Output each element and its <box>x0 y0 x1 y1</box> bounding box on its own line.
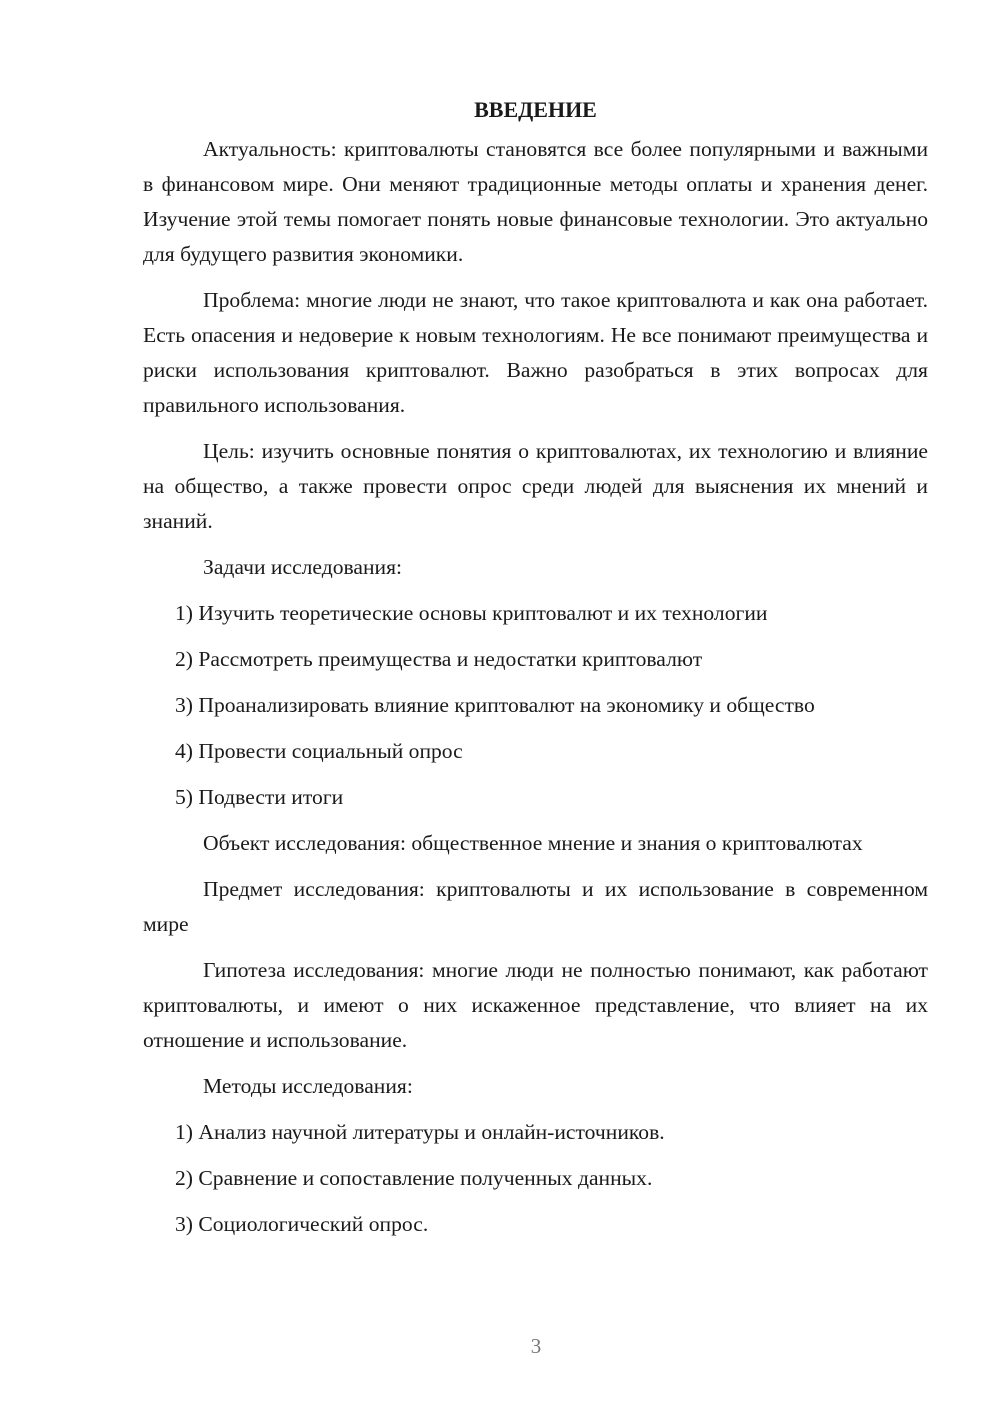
methods-heading: Методы исследования: <box>203 1074 413 1098</box>
document-title: ВВЕДЕНИЕ <box>474 97 597 122</box>
list-item: 1) Изучить теоретические основы криптовалют и их технологии <box>175 601 768 625</box>
relevance-paragraph: Актуальность: криптовалюты становятся все более популярными и важными в финансовом мире. Они меняют традиционные методы оплаты и хранения денег. Изучение этой темы помогает понять новые финансовые технологии. Это актуально для будущего развития экономики. <box>143 137 928 266</box>
subject-paragraph: Предмет исследования: криптовалюты и их использование в современном мире <box>143 877 928 936</box>
page-number: 3 <box>530 1334 542 1358</box>
problem-paragraph: Проблема: многие люди не знают, что такое криптовалюта и как она работает. Есть опасения и недоверие к новым технологиям. Не все понимают преимущества и риски использования криптовалют. Важно разобраться в этих вопросах для правильного использования. <box>143 288 928 417</box>
list-item: 4) Провести социальный опрос <box>175 739 463 763</box>
list-item: 3) Проанализировать влияние криптовалют на экономику и общество <box>175 693 815 717</box>
tasks-heading: Задачи исследования: <box>203 555 403 579</box>
list-item: 2) Рассмотреть преимущества и недостатки криптовалют <box>175 647 703 671</box>
document-page <box>143 92 928 1253</box>
list-item: 3) Социологический опрос. <box>175 1212 429 1236</box>
methods-list <box>143 1115 928 1242</box>
hypothesis-paragraph: Гипотеза исследования: многие люди не полностью понимают, как работают криптовалюты, и имеют о них искаженное представление, что влияет на их отношение и использование. <box>143 958 928 1052</box>
tasks-list <box>143 596 928 815</box>
list-item: 5) Подвести итоги <box>175 785 344 809</box>
list-item: 2) Сравнение и сопоставление полученных данных. <box>175 1166 653 1190</box>
object-paragraph: Объект исследования: общественное мнение и знания о криптовалютах <box>203 831 863 855</box>
goal-paragraph: Цель: изучить основные понятия о криптовалютах, их технологию и влияние на общество, а также провести опрос среди людей для выяснения их мнений и знаний. <box>143 439 928 533</box>
list-item: 1) Анализ научной литературы и онлайн-источников. <box>175 1120 665 1144</box>
